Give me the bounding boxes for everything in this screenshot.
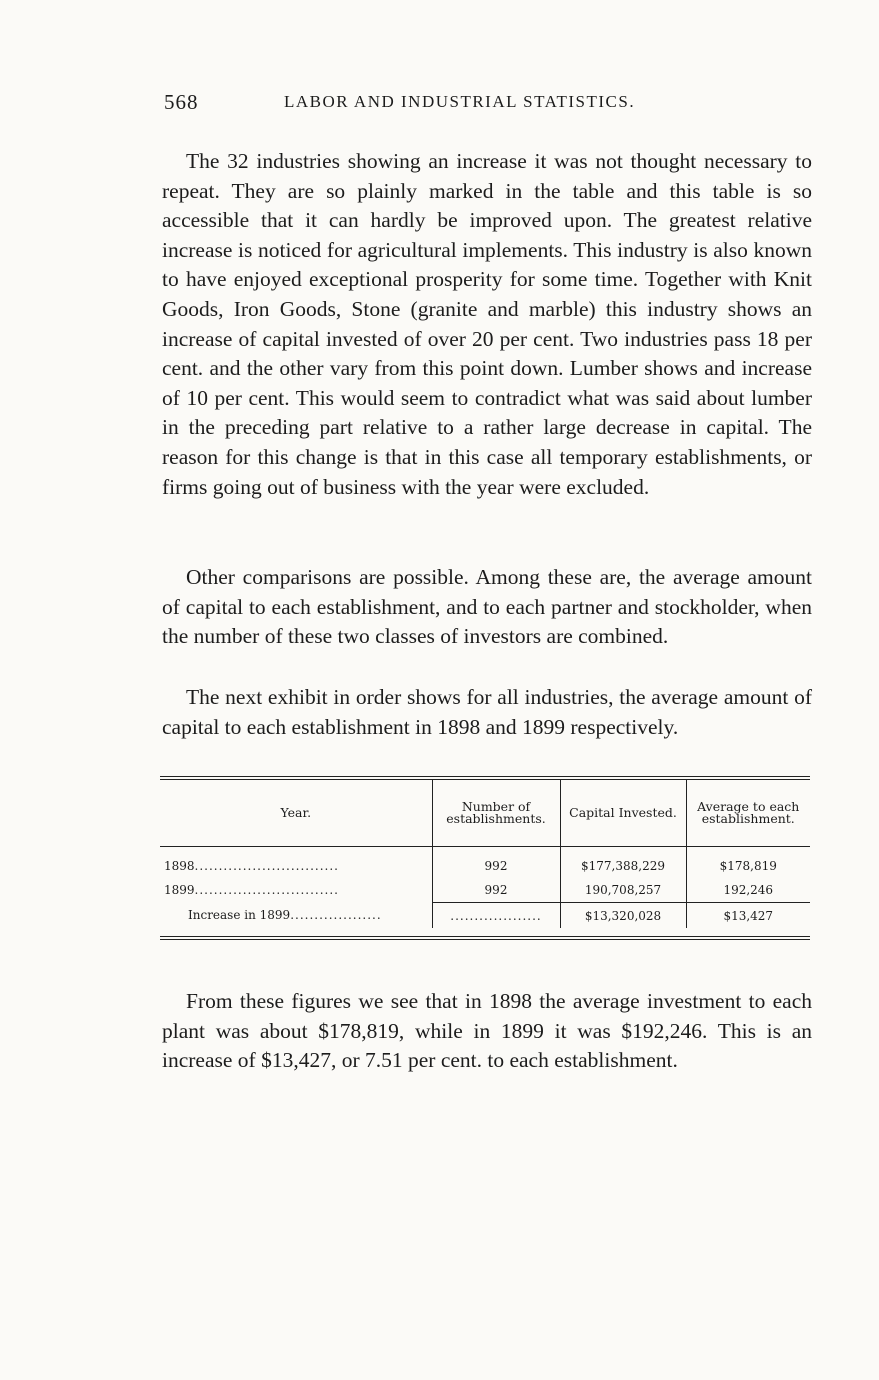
column-header-capital: Capital Invested. bbox=[560, 780, 686, 847]
dot-leader: .............................. bbox=[194, 859, 339, 873]
paragraph-text: The next exhibit in order shows for all industries, the average amount of capital to each establishment in 1898 and 1899 respectively. bbox=[162, 685, 812, 739]
paragraph-exhibit-intro bbox=[162, 683, 812, 742]
total-average: $13,427 bbox=[686, 903, 810, 929]
dot-leader: .............................. bbox=[194, 882, 339, 897]
row-average: 192,246 bbox=[686, 877, 810, 903]
paragraph-text: Other comparisons are possible. Among these are, the average amount of capital to each establishment, and to each partner and stockholder, when the number of these two classes of investors are combined. bbox=[162, 565, 812, 649]
paragraph-industries bbox=[162, 147, 812, 502]
table-header-row bbox=[160, 780, 810, 847]
total-label: Increase in 1899 bbox=[188, 908, 291, 923]
page-header bbox=[164, 90, 812, 122]
column-header-number: Number of establishments. bbox=[432, 780, 560, 847]
capital-table bbox=[160, 776, 810, 940]
total-number-leader: ................... bbox=[432, 903, 560, 929]
row-capital: 190,708,257 bbox=[560, 877, 686, 903]
data-table bbox=[160, 780, 810, 928]
row-year-cell bbox=[160, 847, 432, 878]
row-year-cell bbox=[160, 877, 432, 903]
paragraph-text: From these figures we see that in 1898 the average investment to each plant was about $178,819, while in 1899 it was $192,246. This is an increase of $13,427, or 7.51 per cent. to each establishment. bbox=[162, 989, 812, 1073]
table-total-row bbox=[160, 903, 810, 929]
dot-leader: ................... bbox=[290, 908, 382, 923]
row-number: 992 bbox=[432, 847, 560, 878]
paragraph-text: The 32 industries showing an increase it was not thought necessary to repeat. They are so plainly marked in the table and this table is so accessible that it can hardly be improved upon. The greatest relative increase is noticed for agricultural implements. This industry is also known to have enjoyed exceptional prosperity for some time. Together with Knit Goods, Iron Goods, Stone (granite and marble) this industry shows an increase of capital invested of over 20 per cent. Two industries pass 18 per cent. and the other vary from this point down. Lumber shows and increase of 10 per cent. This would seem to contradict what was said about lumber in the preceding part relative to a rather large decrease in capital. The reason for this change is that in this case all temporary establishments, or firms going out of business with the year were excluded. bbox=[162, 149, 812, 499]
paragraph-conclusion bbox=[162, 987, 812, 1076]
total-label-cell bbox=[160, 903, 432, 929]
paragraph-comparisons bbox=[162, 563, 812, 652]
column-header-average: Average to each establishment. bbox=[686, 780, 810, 847]
row-capital: $177,388,229 bbox=[560, 847, 686, 878]
column-header-year: Year. bbox=[160, 780, 432, 847]
table-row bbox=[160, 847, 810, 878]
row-year: 1898 bbox=[164, 859, 195, 873]
table-row bbox=[160, 877, 810, 903]
page-number: 568 bbox=[164, 90, 199, 114]
total-capital: $13,320,028 bbox=[560, 903, 686, 929]
row-number: 992 bbox=[432, 877, 560, 903]
row-average: $178,819 bbox=[686, 847, 810, 878]
row-year: 1899 bbox=[164, 882, 195, 897]
running-head: LABOR AND INDUSTRIAL STATISTICS. bbox=[284, 92, 636, 111]
table-bottom-rule bbox=[160, 936, 810, 940]
